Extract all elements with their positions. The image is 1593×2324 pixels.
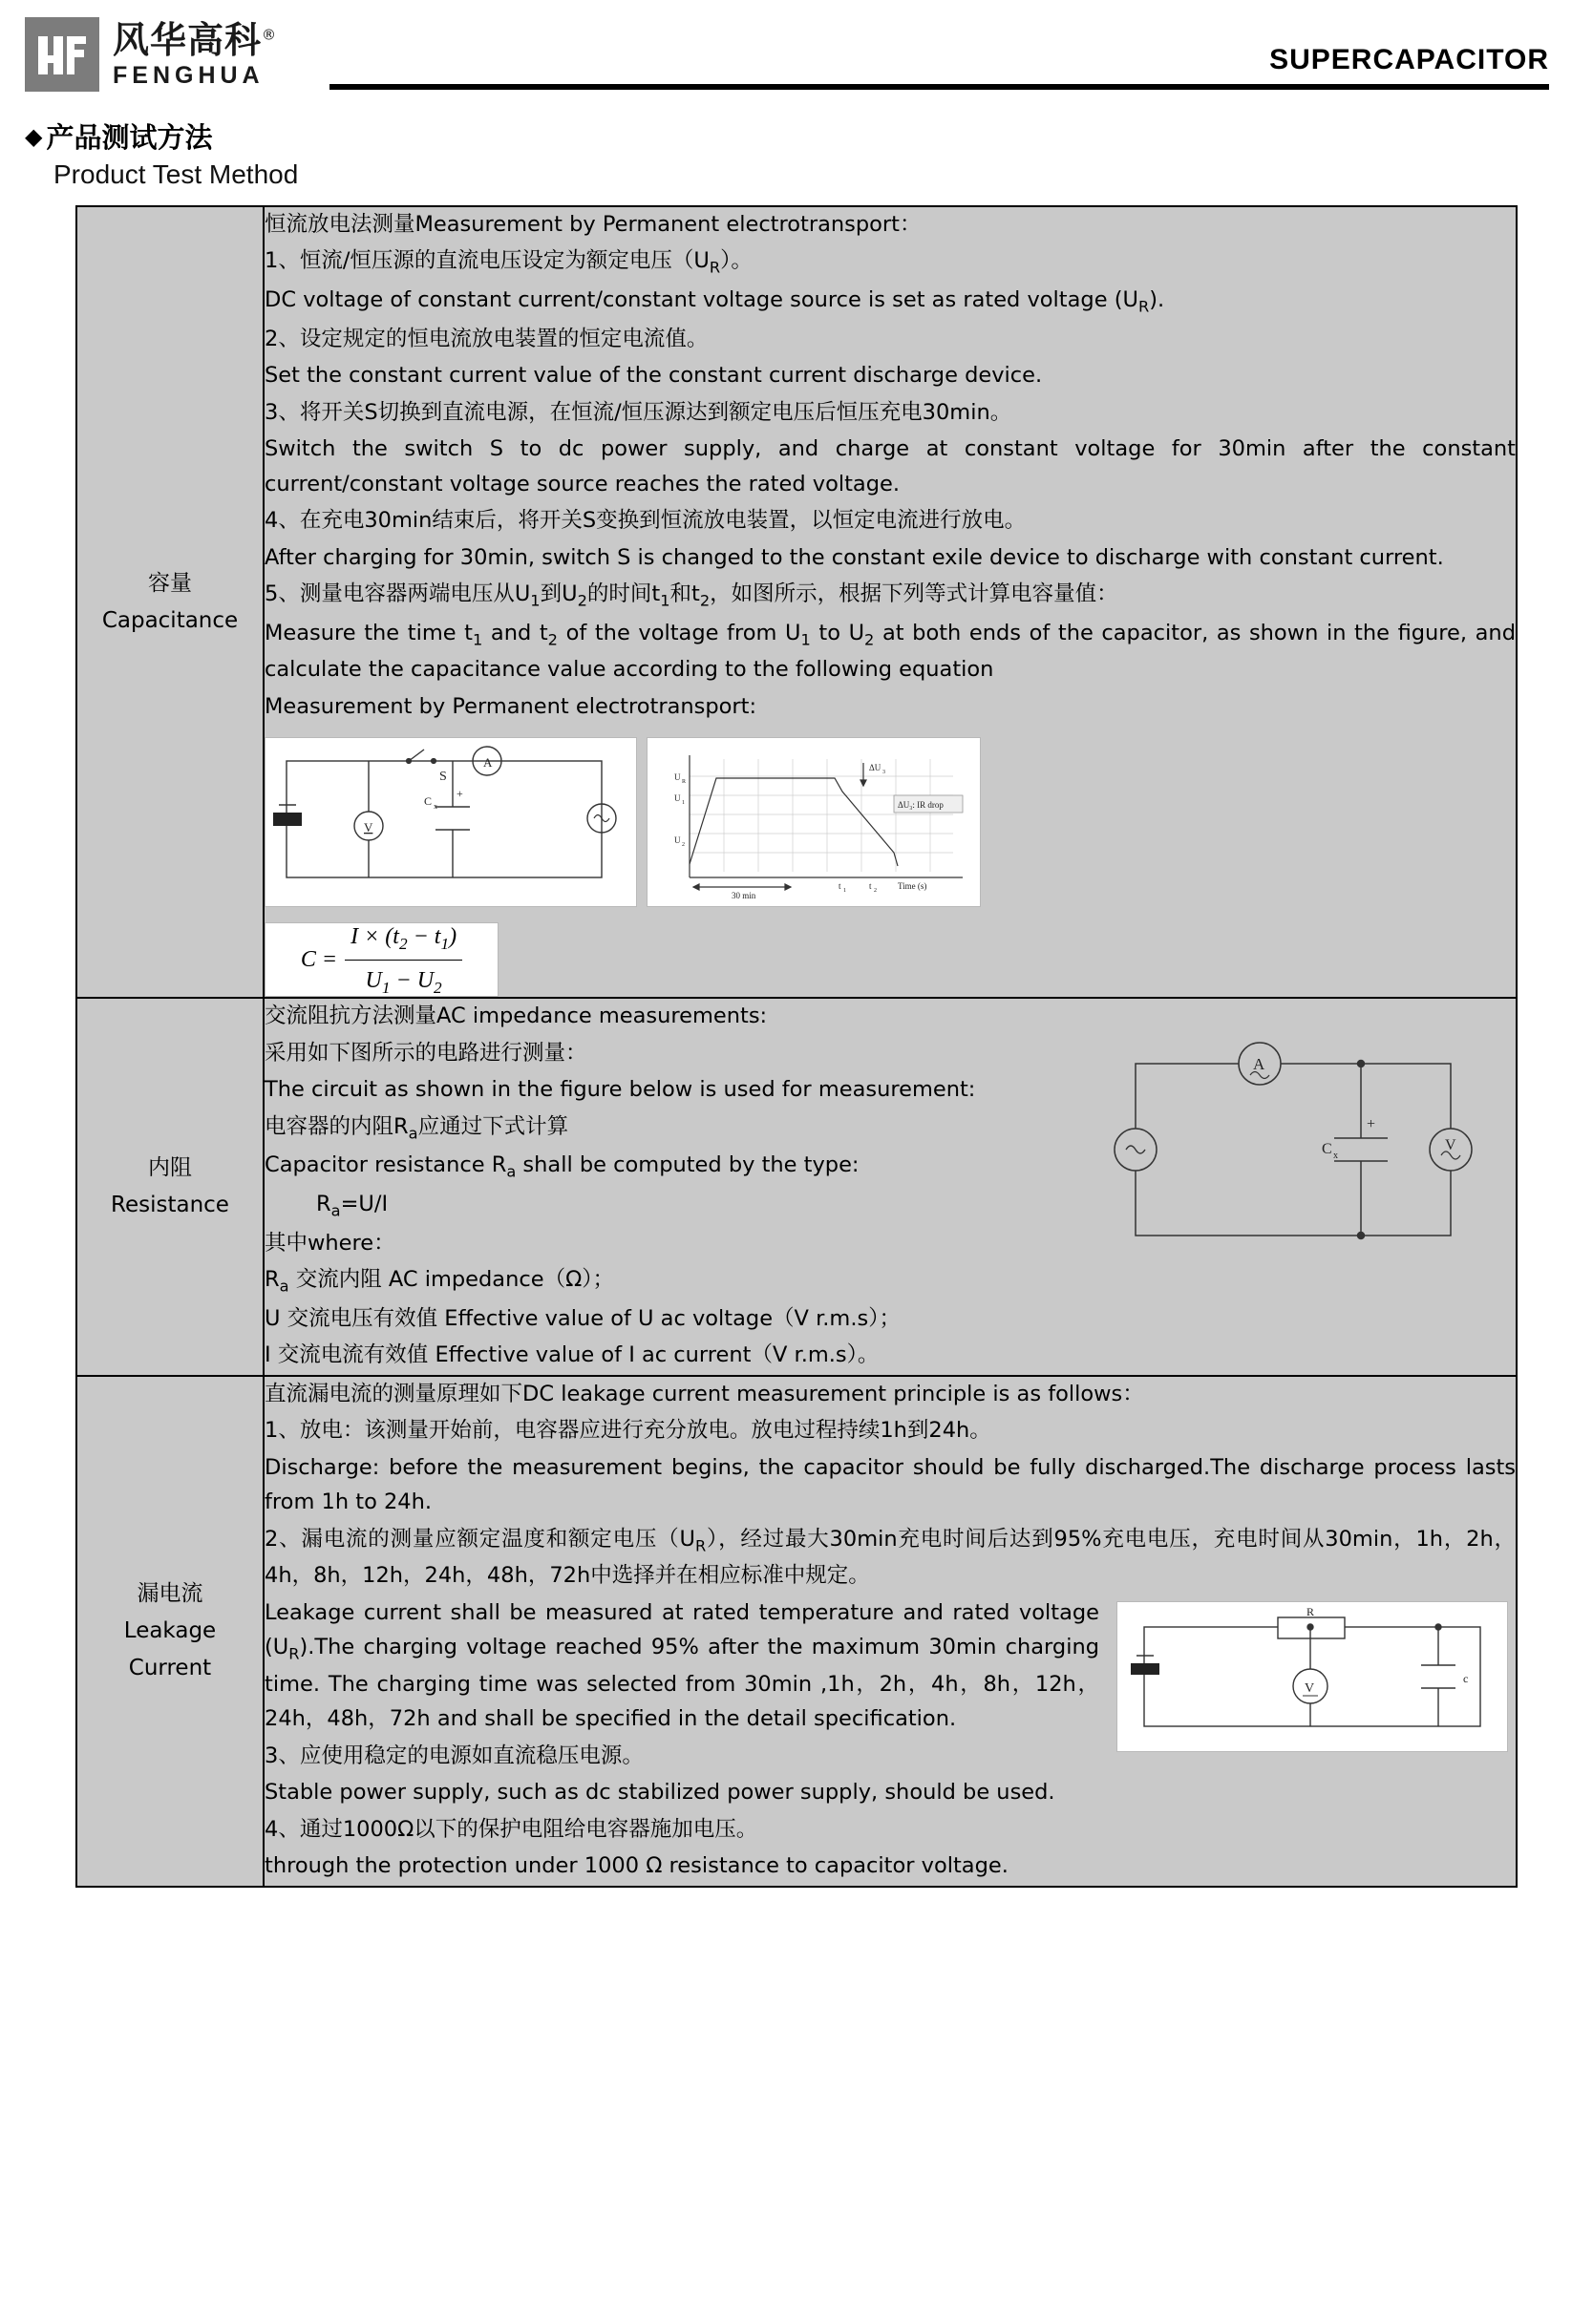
svg-text:+: +	[1367, 1116, 1376, 1133]
fenghua-logo-icon	[25, 17, 99, 92]
text-line: Switch the switch S to dc power supply, and charge at constant voltage for 30min after the constant current/constant voltage source reaches the rated voltage.	[265, 436, 1516, 496]
text-line: I 交流电流有效值 Effective value of I ac current（V r.m.s）。	[265, 1342, 880, 1368]
row-label-en-1: Leakage	[123, 1617, 217, 1643]
text-line: 采用如下图所示的电路进行测量：	[265, 1040, 587, 1066]
svg-text:30 min: 30 min	[732, 891, 756, 901]
text-line: through the protection under 1000 Ω resistance to capacitor voltage.	[265, 1853, 1009, 1879]
svg-text:1: 1	[682, 800, 685, 807]
svg-text:U: U	[674, 835, 681, 846]
row-label-en: Resistance	[111, 1193, 229, 1218]
text-line: Capacitor resistance $R_a$ shall be computed by the type:	[265, 1152, 860, 1181]
capacitance-formula	[265, 922, 499, 997]
text-line: 2、设定规定的恒电流放电装置的恒定电流值。	[265, 326, 709, 351]
svg-text:1: 1	[843, 888, 846, 895]
capacitance-figures	[265, 737, 1516, 907]
text-line: 1、恒流/恒压源的直流电压设定为额定电压$(U_R)$。	[265, 248, 753, 277]
svg-text:U: U	[674, 772, 681, 783]
diamond-bullet-icon: ◆	[25, 122, 43, 150]
row-label-cn: 内阻	[148, 1155, 192, 1180]
svg-text:+: +	[457, 787, 463, 801]
row-label-capacitance	[76, 206, 264, 998]
svg-text:A: A	[483, 755, 493, 771]
section-heading-en: Product Test Method	[53, 159, 299, 189]
document-title: SUPERCAPACITOR	[1269, 44, 1549, 75]
svg-text:U: U	[674, 793, 681, 804]
text-line: 电容器的内阻$R_a$应通过下式计算	[265, 1113, 569, 1143]
svg-text:ΔU₃: IR drop: ΔU₃: IR drop	[898, 800, 944, 811]
svg-text:V: V	[1445, 1137, 1456, 1154]
table-row	[76, 998, 1517, 1376]
section-heading-cn-text: 产品测试方法	[46, 121, 213, 154]
table-row	[76, 1376, 1517, 1887]
svg-text:Time (s): Time (s)	[898, 881, 927, 892]
text-line: Discharge: before the measurement begins, the capacitor should be fully discharged.The discharge process lasts from 1h to 24h.	[265, 1454, 1516, 1515]
test-method-table	[75, 205, 1518, 1888]
svg-text:V: V	[364, 820, 373, 835]
svg-text:ΔU: ΔU	[869, 763, 881, 773]
formula-denominator: $U_1 - U_2$	[365, 967, 442, 997]
registered-mark: ®	[262, 25, 278, 43]
svg-text:2: 2	[874, 888, 877, 895]
leakage-current-circuit-diagram	[1116, 1601, 1508, 1752]
row-label-cn: 容量	[148, 570, 192, 596]
svg-text:A: A	[1253, 1055, 1265, 1074]
svg-text:S: S	[439, 770, 447, 785]
svg-text:2: 2	[682, 842, 685, 849]
text-line: Leakage current shall be measured at rated temperature and rated voltage $(U_R).The$ charging voltage reached 95% after the maximum 30min charging time. The charging time was selected from 30min ,1h，2h，4h，8h，12h，24h，48h，72h and shall be specified in the detail specification.	[265, 1599, 1099, 1732]
row-label-resistance	[76, 998, 264, 1376]
text-line: $R_a$ 交流内阻 AC impedance（Ω）；	[265, 1267, 615, 1296]
text-line: 3、将开关S切换到直流电源，在恒流/恒压源达到额定电压后恒压充电30min。	[265, 399, 1012, 425]
table-row	[76, 206, 1517, 998]
text-line: 直流漏电流的测量原理如下DC leakage current measurement principle is as follows：	[265, 1381, 1144, 1406]
brand-name-cn: 风华高科®	[113, 18, 278, 61]
svg-text:x: x	[1333, 1151, 1338, 1162]
row-body-leakage-current	[264, 1376, 1517, 1887]
header-right	[277, 17, 1549, 88]
page-header	[0, 0, 1593, 126]
text-line: Measure the time $t_1$ and $t_2$ of the voltage from $U_1$ to $U_2$ at both ends of the capacitor, as shown in the figure, and calculate the capacitance value according to the following equation	[265, 620, 1516, 683]
text-line: 恒流放电法测量Measurement by Permanent electrotransport：	[265, 212, 922, 237]
text-line: Set the constant current value of the constant current discharge device.	[265, 363, 1043, 389]
brand-text	[113, 18, 278, 89]
text-line: 3、应使用稳定的电源如直流稳压电源。	[265, 1743, 644, 1768]
text-line: Stable power supply, such as dc stabilized power supply, should be used.	[265, 1780, 1055, 1806]
svg-text:R: R	[1306, 1604, 1315, 1618]
svg-text:t: t	[869, 881, 872, 892]
text-line: 1、放电：该测量开始前，电容器应进行充分放电。放电过程持续1h到24h。	[265, 1418, 991, 1444]
text-line: DC voltage of constant current/constant voltage source is set as rated voltage $(U_R)$.	[265, 287, 1165, 316]
formula-lhs: C =	[300, 946, 338, 972]
svg-text:x: x	[434, 802, 437, 812]
row-label-leakage-current	[76, 1376, 264, 1887]
ac-impedance-circuit-diagram	[1107, 1025, 1487, 1283]
row-label-cn: 漏电流	[137, 1580, 203, 1606]
svg-text:R: R	[682, 779, 687, 786]
row-label-en: Capacitance	[101, 607, 239, 633]
text-line: 5、测量电容器两端电压从$U_1$到$U_2$的时间$t_1$和$t_2$，如图所示，根据下列等式计算电容量值：	[265, 581, 1118, 610]
svg-text:V: V	[1305, 1680, 1315, 1696]
svg-text:t: t	[839, 881, 841, 892]
text-line: 其中where：	[265, 1230, 395, 1256]
formula-numerator: $I \times (t_2 - t_1)$	[345, 919, 462, 961]
text-line: 4、通过1000Ω以下的保护电阻给电容器施加电压。	[265, 1816, 758, 1842]
text-line: U 交流电压有效值 Effective value of U ac voltage（V r.m.s）；	[265, 1306, 901, 1331]
text-line: After charging for 30min, switch S is changed to the constant exile device to discharge with constant current.	[265, 544, 1444, 570]
svg-text:3: 3	[882, 770, 885, 776]
svg-text:C: C	[1322, 1141, 1332, 1158]
row-label-en-2: Current	[128, 1655, 212, 1680]
svg-text:C: C	[424, 794, 433, 809]
row-body-resistance	[264, 998, 1517, 1376]
formula-fraction	[345, 919, 462, 1002]
row-body-capacitance	[264, 206, 1517, 998]
text-line: The circuit as shown in the figure below is used for measurement:	[265, 1077, 976, 1103]
svg-text:c: c	[1463, 1671, 1469, 1685]
charge-discharge-graph	[647, 737, 981, 907]
text-line: Measurement by Permanent electrotransport:	[265, 693, 757, 719]
text-line: 交流阻抗方法测量AC impedance measurements:	[265, 1004, 768, 1029]
constant-current-circuit-diagram	[265, 737, 637, 907]
brand-name-en: FENGHUA	[113, 61, 265, 89]
text-line: 4、在充电30min结束后，将开关S变换到恒流放电装置，以恒定电流进行放电。	[265, 508, 1027, 534]
text-line-formula: $R_a=U/I$	[316, 1192, 389, 1220]
text-line: 2、漏电流的测量应额定温度和额定电压$(U_R)$，经过最大30min充电时间后达到95%充电电压，充电时间从30min，1h，2h，4h，8h，12h，24h，48h，72h中选择并在相应标准中规定。	[265, 1526, 1517, 1589]
brand-block	[25, 17, 277, 92]
